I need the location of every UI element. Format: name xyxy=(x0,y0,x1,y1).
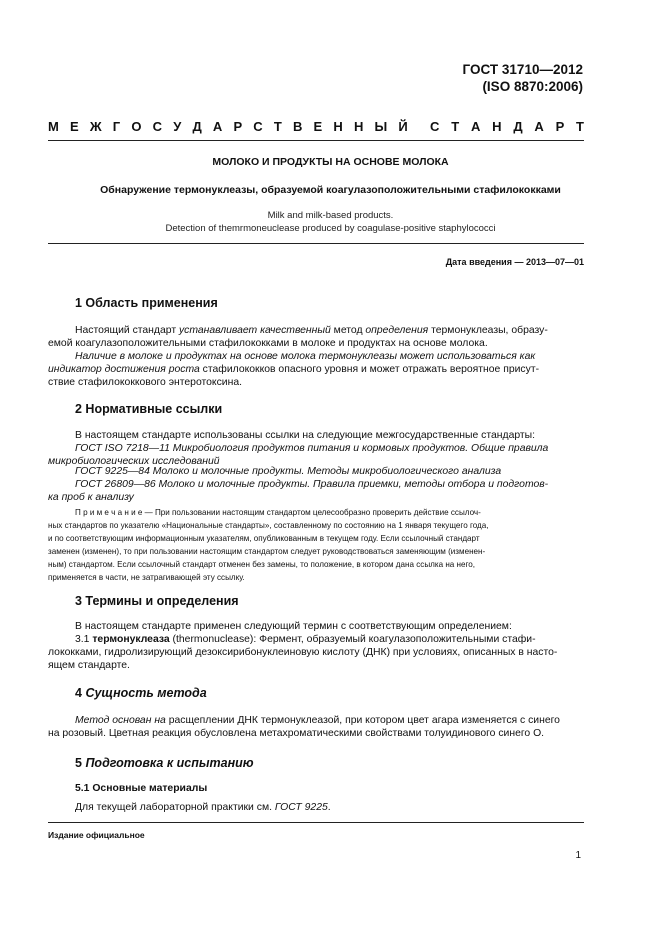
s4-line-1: Метод основан на расщеплении ДНК термонуклеазой, при котором цвет агара изменяется с синего xyxy=(75,715,560,726)
banner-letter: Ы xyxy=(374,119,388,134)
s2-note-3: и по соответствующим информационным указателям, опубликованным в текущем году. Если ссылочный стандарт xyxy=(48,534,480,543)
banner-letter: М xyxy=(48,119,59,134)
banner-letter: Н xyxy=(492,119,502,134)
s2-note-5: ным) стандартом. Если ссылочный стандарт отменен без замены, то положение, в котором дана ссылка на него, xyxy=(48,560,476,569)
s2-line-4: ГОСТ 9225—84 Молоко и молочные продукты. Методы микробиологического анализа xyxy=(75,466,502,477)
s2-line-1: В настоящем стандарте использованы ссылки на следующие межгосударственные стандарты: xyxy=(75,430,536,441)
banner-letter: Д xyxy=(192,119,202,134)
section-4-title xyxy=(75,686,207,700)
page-number: 1 xyxy=(575,850,581,861)
section-5-title xyxy=(75,756,254,770)
section-3-title: 3 Термины и определения xyxy=(75,594,239,608)
banner-letter: О xyxy=(131,119,142,134)
s4-number: 4 xyxy=(75,686,86,700)
section-2-title: 2 Нормативные ссылки xyxy=(75,402,223,416)
s3-term: термонуклеаза xyxy=(92,634,170,645)
s1-line-5: ствие стафилококкового энтеротоксина. xyxy=(48,377,242,388)
footer-rule xyxy=(48,822,584,823)
s1-line-2: емой коагулазоположительными стафилококками в молоке и продуктах на основе молока. xyxy=(48,338,488,349)
banner-letter: Т xyxy=(451,119,460,134)
banner-letter: Н xyxy=(353,119,364,134)
title-rule xyxy=(48,243,584,244)
banner-letter: Т xyxy=(273,119,282,134)
interstate-standard-banner xyxy=(48,119,584,134)
banner-letter: У xyxy=(173,119,182,134)
s3-line-1: В настоящем стандарте применен следующий термин с соответствующим определением: xyxy=(75,621,512,632)
banner-letter: С xyxy=(430,119,440,134)
s2-note-2: ных стандартов по указателю «Национальные стандарты», составленному по состоянию на 1 января текущего года, xyxy=(48,521,489,530)
banner-rule xyxy=(48,140,584,141)
banner-letter: Й xyxy=(398,119,408,134)
s5-subsection-title: 5.1 Основные материалы xyxy=(75,783,208,794)
s2-note-6: применяется в части, не затрагивающей эту ссылку. xyxy=(48,573,245,582)
banner-letter: В xyxy=(292,119,303,134)
s2-note-1: П р и м е ч а н и е — При пользовании настоящим стандартом целесообразно проверить действие ссылоч- xyxy=(75,508,481,517)
banner-word-standard xyxy=(430,119,584,134)
s1-line-4: индикатор достижения роста стафилококков опасного уровня и может отражать вероятное присут- xyxy=(48,364,540,375)
banner-letter: С xyxy=(152,119,163,134)
s3-line-4: ящем стандарте. xyxy=(48,660,130,671)
s5-line-ref: ГОСТ 9225 xyxy=(274,802,328,813)
s3-term-number: 3.1 xyxy=(75,634,93,645)
banner-letter: Д xyxy=(513,119,523,134)
s3-line-2 xyxy=(75,633,536,646)
s2-line-3: микробиологических исследований xyxy=(48,456,220,467)
title-main: МОЛОКО И ПРОДУКТЫ НА ОСНОВЕ МОЛОКА xyxy=(212,156,449,168)
banner-letter: А xyxy=(470,119,481,134)
s2-note-4: заменен (изменен), то при пользовании настоящим стандартом следует руководствоваться заменяющим (изменен- xyxy=(48,547,486,556)
s3-line-3: лококками, гидролизирующий дезоксирибонуклеиновую кислоту (ДНК) при условиях, описанных в насто- xyxy=(48,647,558,658)
s5-line-pre: Для текущей лабораторной практики см. xyxy=(75,802,275,813)
standard-number: ГОСТ 31710—2012 xyxy=(462,62,583,77)
banner-letter: А xyxy=(534,119,544,134)
banner-letter: Н xyxy=(333,119,343,134)
s5-line-1 xyxy=(75,801,331,814)
banner-letter: Р xyxy=(233,119,243,134)
banner-word-interstate xyxy=(48,119,408,134)
title-english-1: Milk and milk-based products. xyxy=(267,210,394,221)
s2-line-6: ка проб к анализу xyxy=(48,492,134,503)
s2-line-5: ГОСТ 26809—86 Молоко и молочные продукты. Правила приемки, методы отбора и подготов- xyxy=(75,479,549,490)
s4-title-text: Сущность метода xyxy=(85,686,207,700)
banner-letter: Г xyxy=(112,119,121,134)
s3-term-definition: (thermonuclease): Фермент, образуемый коагулазоположительными стафи- xyxy=(169,634,536,645)
banner-letter: Р xyxy=(555,119,565,134)
s5-title-text: Подготовка к испытанию xyxy=(85,756,254,770)
s5-number: 5 xyxy=(75,756,86,770)
iso-number: (ISO 8870:2006) xyxy=(482,79,583,94)
effective-date: Дата введения — 2013—07—01 xyxy=(445,257,584,267)
section-1-title: 1 Область применения xyxy=(75,296,218,310)
banner-letter: Ж xyxy=(89,119,102,134)
banner-letter: С xyxy=(253,119,263,134)
banner-letter: Е xyxy=(313,119,323,134)
s5-line-post: . xyxy=(327,802,331,813)
s1-line-1: Настоящий стандарт устанавливает качественный метод определения термонуклеазы, образу- xyxy=(75,325,548,336)
banner-letter: А xyxy=(212,119,223,134)
official-edition: Издание официальное xyxy=(48,830,145,840)
banner-letter: Е xyxy=(70,119,79,134)
banner-letter: Т xyxy=(576,119,584,134)
title-english-2: Detection of themrmoneuclease produced by coagulase-positive staphylococci xyxy=(165,223,496,234)
s4-line-2: на розовый. Цветная реакция обусловлена метахроматическими свойствами толуидинового синего О. xyxy=(48,728,545,739)
title-subtitle: Обнаружение термонуклеазы, образуемой коагулазоположительными стафилококками xyxy=(100,184,561,196)
s1-line-3: Наличие в молоке и продуктах на основе молока термонуклеазы может использоваться как xyxy=(75,351,536,362)
s2-line-2: ГОСТ ISO 7218—11 Микробиология продуктов питания и кормовых продуктов. Общие правила xyxy=(75,443,549,454)
